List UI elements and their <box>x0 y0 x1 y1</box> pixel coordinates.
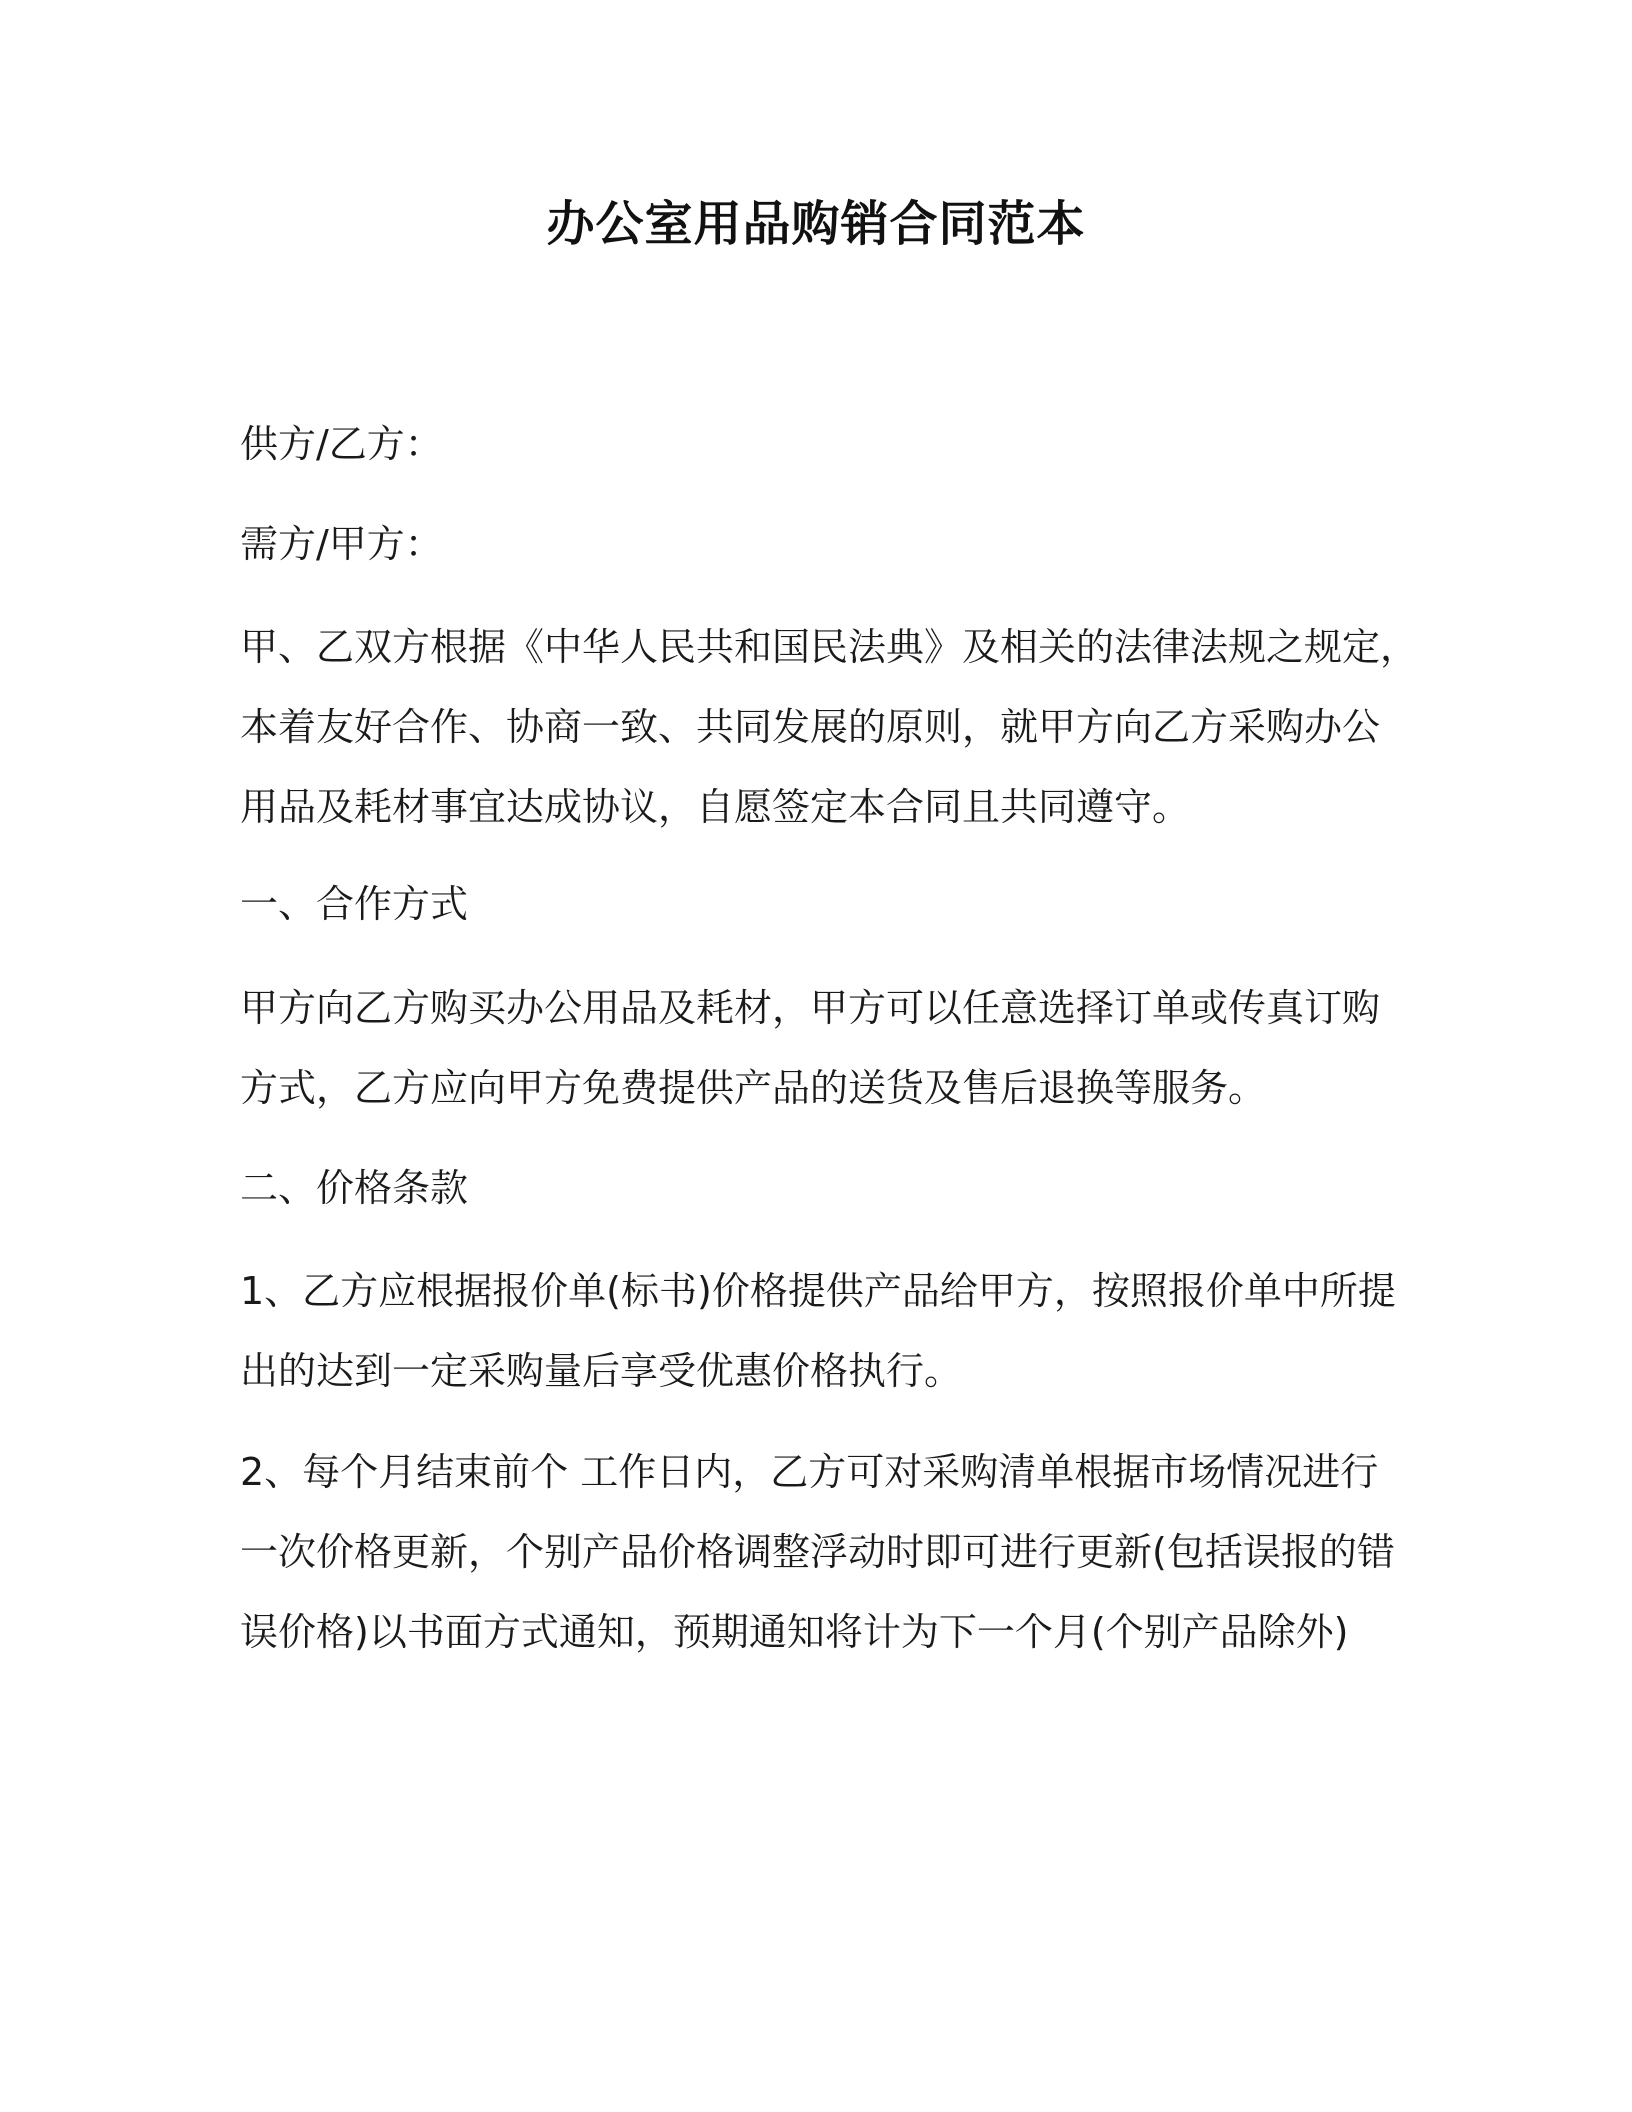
section1-paragraph <box>240 968 1390 1128</box>
clause2-paragraph <box>240 1432 1395 1672</box>
clause2-line: 2、每个月结束前个 工作日内，乙方可对采购清单根据市场情况进行 <box>240 1450 1379 1494</box>
section2-heading-block <box>240 1148 1390 1228</box>
clause1-line: 1、乙方应根据报价单(标书)价格提供产品给甲方，按照报价单中所提 <box>240 1269 1396 1313</box>
section1-line: 方式，乙方应向甲方免费提供产品的送货及售后退换等服务。 <box>240 1066 1267 1110</box>
intro-line: 本着友好合作、协商一致、共同发展的原则，就甲方向乙方采购办公 <box>240 705 1381 749</box>
section1-line: 甲方向乙方购买办公用品及耗材，甲方可以任意选择订单或传真订购 <box>240 986 1381 1030</box>
clause2-line: 误价格)以书面方式通知，预期通知将计为下一个月(个别产品除外) <box>240 1610 1349 1654</box>
buyer-label: 需方/甲方： <box>240 522 443 566</box>
clause2-line: 一次价格更新，个别产品价格调整浮动时即可进行更新(包括误报的错 <box>240 1530 1395 1574</box>
intro-paragraph <box>240 607 1419 847</box>
section1-heading: 一、合作方式 <box>240 882 469 926</box>
document-title: 办公室用品购销合同范本 <box>546 196 1086 252</box>
clause1-line: 出的达到一定采购量后享受优惠价格执行。 <box>240 1349 963 1393</box>
supplier-field <box>240 404 1390 484</box>
buyer-field <box>240 504 1390 584</box>
intro-line: 甲、乙双方根据《中华人民共和国民法典》及相关的法律法规之规定， <box>240 625 1419 669</box>
supplier-label: 供方/乙方： <box>240 422 443 466</box>
intro-line: 用品及耗材事宜达成协议，自愿签定本合同且共同遵守。 <box>240 785 1191 829</box>
section2-heading: 二、价格条款 <box>240 1166 469 1210</box>
clause1-paragraph <box>240 1251 1396 1411</box>
section1-heading-block <box>240 864 1390 944</box>
